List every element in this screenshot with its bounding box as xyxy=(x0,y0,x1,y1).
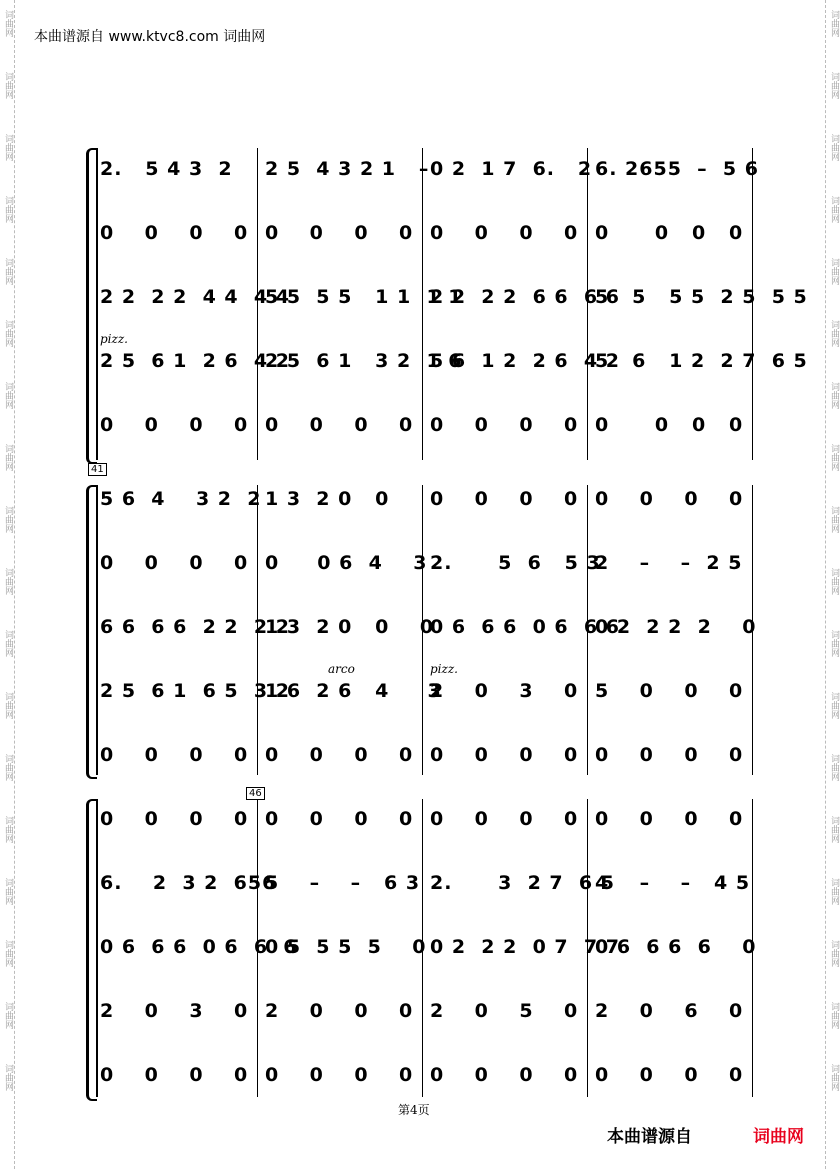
notation-bar: 0 0 0 0 xyxy=(430,744,579,766)
notation-bar: 2. 5 4 3 2 xyxy=(100,158,233,180)
watermark-text: 词曲网 xyxy=(829,196,839,223)
notation-bar: 0 2 1 7 6. 2 xyxy=(430,158,593,180)
notation-bar: 0 2 2 2 0 7 7 7 xyxy=(430,936,620,958)
notation-bar: 2 – – 2 5 xyxy=(595,552,743,574)
watermark-text: 词曲网 xyxy=(829,940,839,967)
notation-bar: 6. 2655 – 5 6 xyxy=(595,158,759,180)
notation-bar: 0 0 0 0 xyxy=(100,414,249,436)
watermark-text: 词曲网 xyxy=(829,10,839,37)
watermark-text: 词曲网 xyxy=(829,754,839,781)
notation-bar: 5 6 4 3 2 2 xyxy=(100,488,262,510)
watermark-text: 词曲网 xyxy=(3,1002,13,1029)
watermark-text: 词曲网 xyxy=(829,568,839,595)
notation-bar: 0 0 0 0 xyxy=(595,414,744,436)
watermark-text: 词曲网 xyxy=(829,444,839,471)
performance-mark: pizz. xyxy=(430,662,458,676)
watermark-text: 词曲网 xyxy=(3,10,13,37)
watermark-text: 词曲网 xyxy=(3,258,13,285)
notation-bar: 0 0 0 0 xyxy=(595,488,744,510)
system-line xyxy=(96,799,98,1097)
notation-bar: 0 0 0 0 xyxy=(265,1064,414,1086)
notation-bar: 0 2 2 2 2 0 xyxy=(595,616,757,638)
notation-bar: 2 2 2 2 4 4 4 4 xyxy=(100,286,290,308)
watermark-text: 词曲网 xyxy=(829,506,839,533)
watermark-text: 词曲网 xyxy=(3,878,13,905)
notation-bar: 5 6 1 2 2 7 6 5 xyxy=(595,350,808,372)
notation-bar: 2 5 6 1 6 5 3 2 xyxy=(100,680,290,702)
watermark-text: 词曲网 xyxy=(829,1064,839,1091)
notation-bar: 0 0 0 0 xyxy=(430,1064,579,1086)
notation-bar: 2 5 6 1 2 6 4 2 xyxy=(100,350,290,372)
watermark-text: 词曲网 xyxy=(3,506,13,533)
watermark-text: 词曲网 xyxy=(829,320,839,347)
rehearsal-mark: 46 xyxy=(246,787,265,800)
notation-bar: 2 0 3 0 xyxy=(100,1000,249,1022)
notation-bar: 0 0 0 0 xyxy=(430,414,579,436)
watermark-text: 词曲网 xyxy=(3,630,13,657)
notation-bar: 6 6 6 6 2 2 2 2 xyxy=(100,616,290,638)
watermark-text: 词曲网 xyxy=(829,382,839,409)
notation-bar: 5 0 0 0 xyxy=(595,680,744,702)
watermark-text: 词曲网 xyxy=(829,692,839,719)
notation-bar: 2 5 6 1 3 2 1 6 xyxy=(265,350,463,372)
page-number: 第4页 xyxy=(398,1103,430,1117)
notation-bar: 5 – – 6 3 xyxy=(265,872,421,894)
notation-bar: 2. 5 6 5 3 xyxy=(430,552,601,574)
page-header: 本曲谱源自 www.ktvc8.com 词曲网 xyxy=(34,29,266,45)
notation-bar: 6. 2 3 2 656 xyxy=(100,872,277,894)
notation-bar: 2 2 2 2 6 6 6 6 xyxy=(430,286,620,308)
watermark-text: 词曲网 xyxy=(829,1002,839,1029)
notation-bar: 0 0 0 0 xyxy=(595,222,744,244)
notation-bar: 0 6 6 6 6 0 xyxy=(595,936,757,958)
notation-bar: 0 0 0 0 xyxy=(265,414,414,436)
watermark-text: 词曲网 xyxy=(3,692,13,719)
watermark-text: 词曲网 xyxy=(3,754,13,781)
footer-site-name: 词曲网 xyxy=(753,1127,804,1147)
notation-bar: 2 0 6 0 xyxy=(595,1000,744,1022)
notation-bar: 1 3 2 0 0 xyxy=(265,488,390,510)
notation-bar: 2. 3 2 7 6 5 xyxy=(430,872,615,894)
watermark-text: 词曲网 xyxy=(3,444,13,471)
watermark-text: 词曲网 xyxy=(3,940,13,967)
notation-bar: 0 0 0 0 xyxy=(100,744,249,766)
notation-bar: 2 5 4 3 2 1 – xyxy=(265,158,430,180)
performance-mark: arco xyxy=(328,662,355,676)
watermark-text: 词曲网 xyxy=(3,196,13,223)
notation-bar: 0 0 0 0 xyxy=(430,222,579,244)
notation-bar: 0 0 0 0 xyxy=(430,488,579,510)
watermark-text: 词曲网 xyxy=(829,878,839,905)
notation-bar: 1 6 2 6 4 3 xyxy=(265,680,442,702)
watermark-text: 词曲网 xyxy=(829,72,839,99)
notation-bar: 0 0 0 0 xyxy=(100,1064,249,1086)
notation-bar: 0 0 0 0 xyxy=(100,808,249,830)
notation-bar: 0 0 0 0 xyxy=(265,808,414,830)
watermark-text: 词曲网 xyxy=(3,816,13,843)
notation-bar: 0 0 0 0 xyxy=(595,808,744,830)
notation-bar: 0 0 0 0 xyxy=(595,1064,744,1086)
notation-bar: 1 3 2 0 0 0 xyxy=(265,616,435,638)
watermark-text: 词曲网 xyxy=(3,72,13,99)
performance-mark: pizz. xyxy=(100,332,128,346)
notation-bar: 0 0 0 0 xyxy=(100,222,249,244)
system-line xyxy=(96,148,98,460)
notation-bar: 5 6 1 2 2 6 4 2 xyxy=(430,350,620,372)
watermark-text: 词曲网 xyxy=(829,816,839,843)
notation-bar: 5 5 5 5 1 1 1 1 xyxy=(265,286,463,308)
notation-bar: 0 0 0 0 xyxy=(595,744,744,766)
notation-bar: 0 0 0 0 xyxy=(265,222,414,244)
notation-bar: 0 0 6 4 3 xyxy=(265,552,428,574)
watermark-text: 词曲网 xyxy=(3,568,13,595)
watermark-text: 词曲网 xyxy=(829,134,839,161)
watermark-text: 词曲网 xyxy=(3,320,13,347)
rehearsal-mark: 41 xyxy=(88,463,107,476)
notation-bar: 0 0 0 0 xyxy=(100,552,249,574)
watermark-text: 词曲网 xyxy=(3,382,13,409)
notation-bar: 2 0 3 0 xyxy=(430,680,579,702)
notation-bar: 4 – – 4 5 xyxy=(595,872,751,894)
notation-bar: 0 0 0 0 xyxy=(265,744,414,766)
notation-bar: 0 5 5 5 5 0 xyxy=(265,936,427,958)
notation-bar: 0 6 6 6 0 6 6 6 xyxy=(430,616,620,638)
system-line xyxy=(96,485,98,775)
watermark-text: 词曲网 xyxy=(3,1064,13,1091)
notation-bar: 2 0 0 0 xyxy=(265,1000,414,1022)
notation-bar: 2 0 5 0 xyxy=(430,1000,579,1022)
watermark-text: 词曲网 xyxy=(829,258,839,285)
notation-bar: 5 5 5 5 2 5 5 5 xyxy=(595,286,808,308)
notation-bar: 0 0 0 0 xyxy=(430,808,579,830)
watermark-text: 词曲网 xyxy=(829,630,839,657)
watermark-text: 词曲网 xyxy=(3,134,13,161)
notation-bar: 0 6 6 6 0 6 6 6 xyxy=(100,936,298,958)
footer-source-label: 本曲谱源自 xyxy=(607,1127,692,1147)
